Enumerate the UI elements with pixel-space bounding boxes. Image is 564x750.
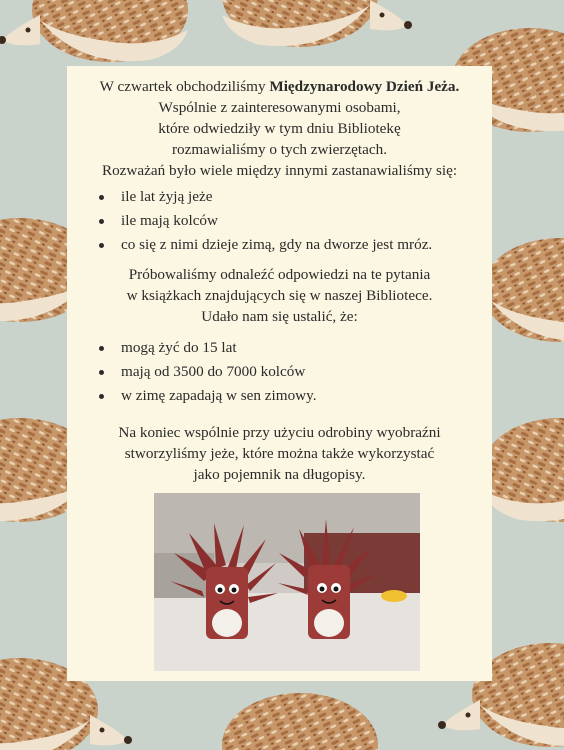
content-card xyxy=(67,66,492,681)
list-item: ile mają kolców xyxy=(95,209,432,233)
hedgehog-7 xyxy=(482,418,564,522)
closing-line-3: jako pojemnik na długopisy. xyxy=(193,466,366,483)
intro-text: W czwartek obchodziliśmy xyxy=(99,78,270,95)
middle-line-2: w książkach znajdujących się w naszej Bibliotece. xyxy=(126,287,433,304)
middle-line-3: Udało nam się ustalić, że: xyxy=(201,308,358,325)
event-name: Międzynarodowy Dzień Jeża. xyxy=(269,78,460,95)
intro-line-5: Rozważań było wiele między innymi zastanawialiśmy się: xyxy=(101,162,458,179)
list-item: mogą żyć do 15 lat xyxy=(95,336,317,360)
hedgehog-1 xyxy=(0,0,188,62)
list-item: co się z nimi dzieje zimą, gdy na dworze jest mróz. xyxy=(95,233,432,257)
middle-paragraph xyxy=(67,264,492,327)
list-item: mają od 3500 do 7000 kolców xyxy=(95,360,317,384)
hedgehog-9 xyxy=(188,693,378,750)
craft-photo xyxy=(154,493,420,671)
hedgehog-crafts-image xyxy=(154,493,420,671)
closing-line-2: stworzyliśmy jeże, które można także wykorzystać xyxy=(124,445,435,462)
scissors-image xyxy=(381,590,407,602)
middle-line-1: Próbowaliśmy odnaleźć odpowiedzi na te pytania xyxy=(128,266,431,283)
hedgehog-2 xyxy=(222,0,412,47)
closing-paragraph xyxy=(67,422,492,485)
intro-line-1 xyxy=(67,76,492,97)
closing-line-1: Na koniec wspólnie przy użyciu odrobiny wyobraźni xyxy=(118,424,441,441)
intro-line-3: które odwiedziły w tym dniu Bibliotekę xyxy=(158,120,401,137)
list-item: w zimę zapadają w sen zimowy. xyxy=(95,384,317,408)
questions-list xyxy=(95,185,432,257)
intro-line-4: rozmawialiśmy o tych zwierzętach. xyxy=(171,141,388,158)
intro-paragraph xyxy=(67,76,492,181)
intro-line-2: Wspólnie z zainteresowanymi osobami, xyxy=(158,99,401,116)
list-item: ile lat żyją jeże xyxy=(95,185,432,209)
answers-list xyxy=(95,336,317,408)
